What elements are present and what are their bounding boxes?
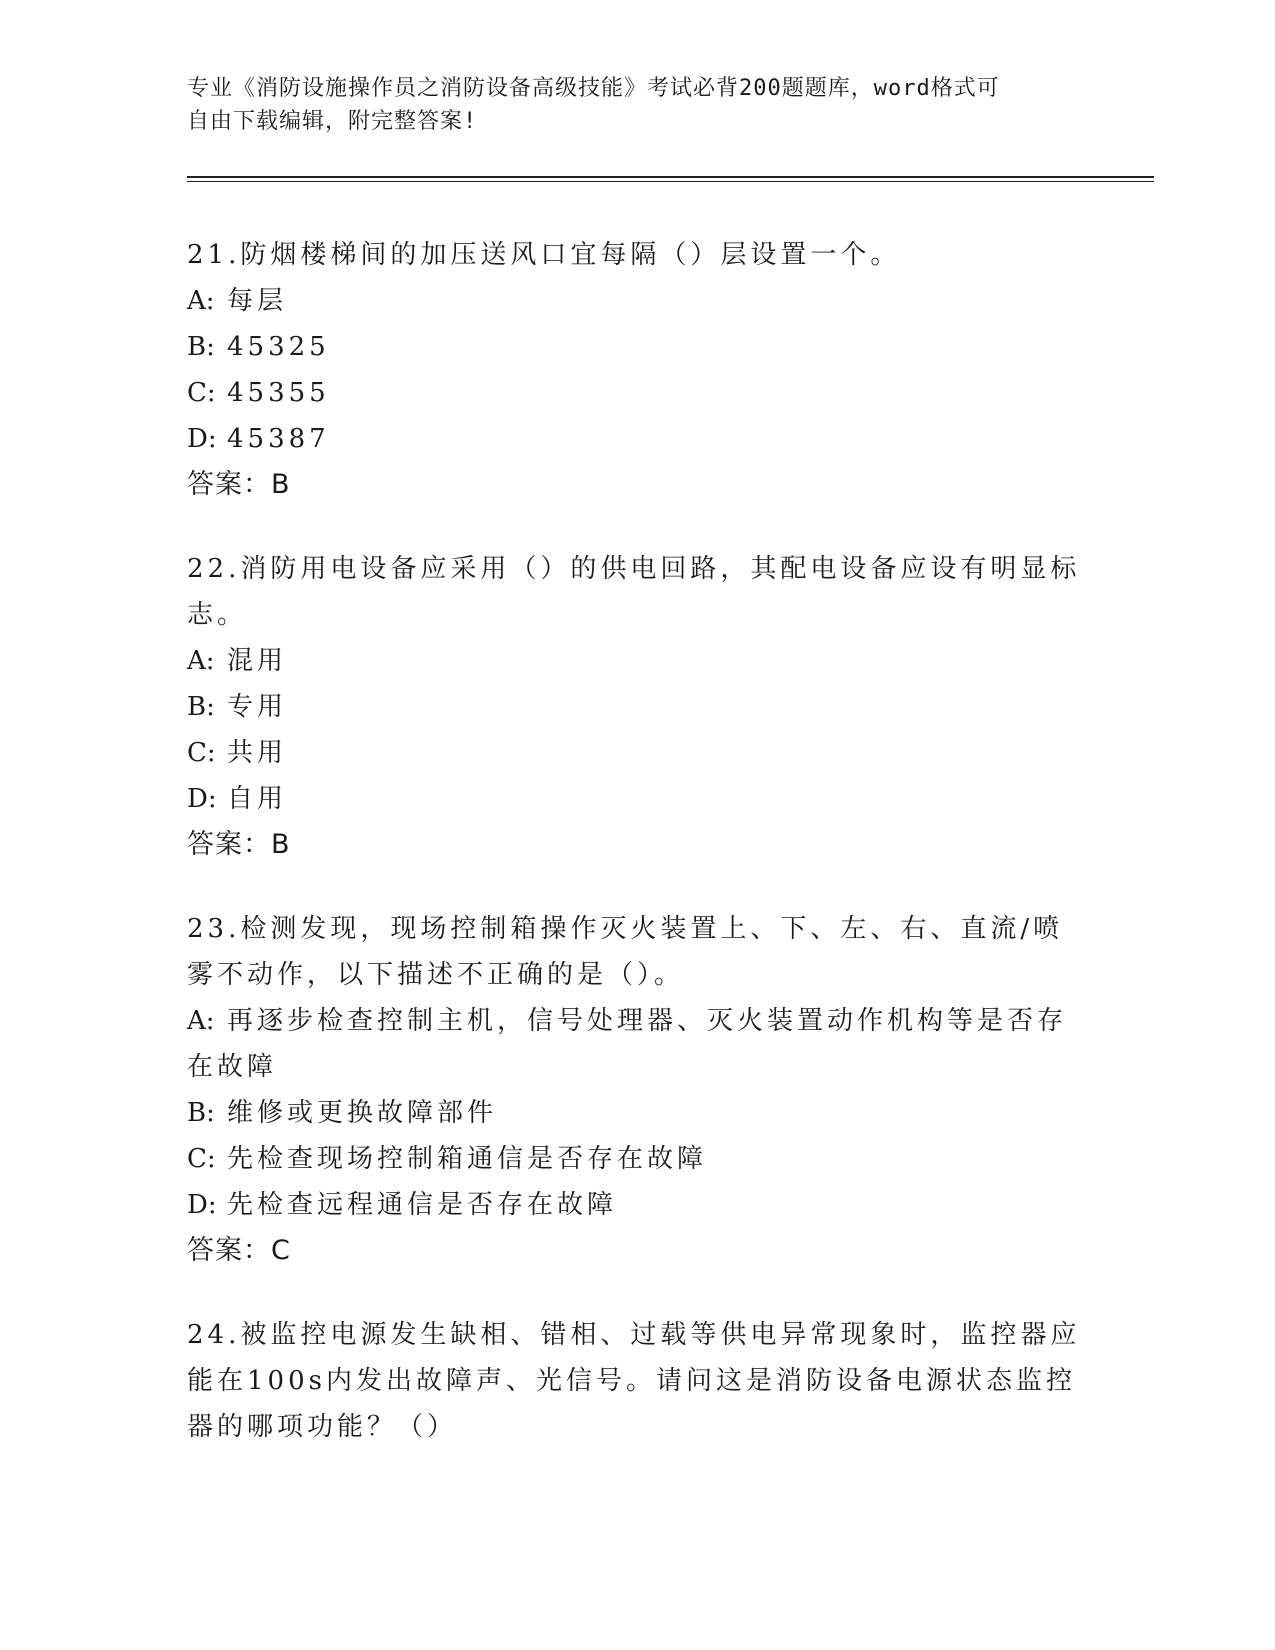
option-letter: C: <box>187 378 216 408</box>
option-text: 共用 <box>227 738 288 768</box>
answer-line: 答案：B <box>187 469 291 500</box>
question-22 <box>187 546 1087 868</box>
option-a <box>187 278 1087 324</box>
option-letter: B: <box>187 692 215 722</box>
option-text: 45355 <box>227 378 330 408</box>
document-header <box>187 72 1067 138</box>
answer-line: 答案：B <box>187 829 291 860</box>
option-letter: B: <box>187 332 215 362</box>
question-23 <box>187 906 1087 1274</box>
question-21 <box>187 232 1087 508</box>
option-text: 45325 <box>227 332 330 362</box>
question-24 <box>187 1312 1087 1450</box>
option-text: 专用 <box>227 692 288 722</box>
option-letter: D: <box>187 784 217 814</box>
answer-line: 答案：C <box>187 1235 291 1266</box>
option-d <box>187 416 1087 462</box>
option-letter: A: <box>187 1006 215 1036</box>
option-letter: C: <box>187 738 216 768</box>
question-list <box>187 232 1087 1488</box>
option-letter: A: <box>187 286 215 316</box>
header-line-1: 专业《消防设施操作员之消防设备高级技能》考试必背200题题库，word格式可 <box>187 76 1000 101</box>
option-text: 混用 <box>227 646 288 676</box>
option-letter: D: <box>187 424 217 454</box>
option-b <box>187 684 1087 730</box>
question-stem: 23.检测发现，现场控制箱操作灭火装置上、下、左、右、直流/喷雾不动作，以下描述不正确的是（）。 <box>187 914 1064 990</box>
option-text: 每层 <box>227 286 288 316</box>
header-divider <box>187 176 1154 182</box>
option-b <box>187 324 1087 370</box>
option-text: 先检查现场控制箱通信是否存在故障 <box>227 1144 708 1174</box>
option-letter: A: <box>187 646 215 676</box>
option-c <box>187 370 1087 416</box>
question-stem: 22.消防用电设备应采用（）的供电回路，其配电设备应设有明显标志。 <box>187 554 1081 630</box>
option-letter: B: <box>187 1098 215 1128</box>
option-c <box>187 730 1087 776</box>
option-a <box>187 998 1087 1090</box>
option-c <box>187 1136 1087 1182</box>
header-line-2: 自由下载编辑，附完整答案! <box>187 109 478 134</box>
option-text: 先检查远程通信是否存在故障 <box>227 1190 618 1220</box>
option-text: 45387 <box>227 424 330 454</box>
option-d <box>187 776 1087 822</box>
option-letter: D: <box>187 1190 217 1220</box>
option-text: 自用 <box>227 784 288 814</box>
option-a <box>187 638 1087 684</box>
option-d <box>187 1182 1087 1228</box>
question-stem: 24.被监控电源发生缺相、错相、过载等供电异常现象时，监控器应能在100s内发出故障声、光信号。请问这是消防设备电源状态监控器的哪项功能？（） <box>187 1320 1081 1442</box>
option-b <box>187 1090 1087 1136</box>
option-text: 维修或更换故障部件 <box>227 1098 498 1128</box>
option-letter: C: <box>187 1144 216 1174</box>
question-stem: 21.防烟楼梯间的加压送风口宜每隔（）层设置一个。 <box>187 240 901 270</box>
option-text: 再逐步检查控制主机，信号处理器、灭火装置动作机构等是否存在故障 <box>187 1006 1068 1082</box>
